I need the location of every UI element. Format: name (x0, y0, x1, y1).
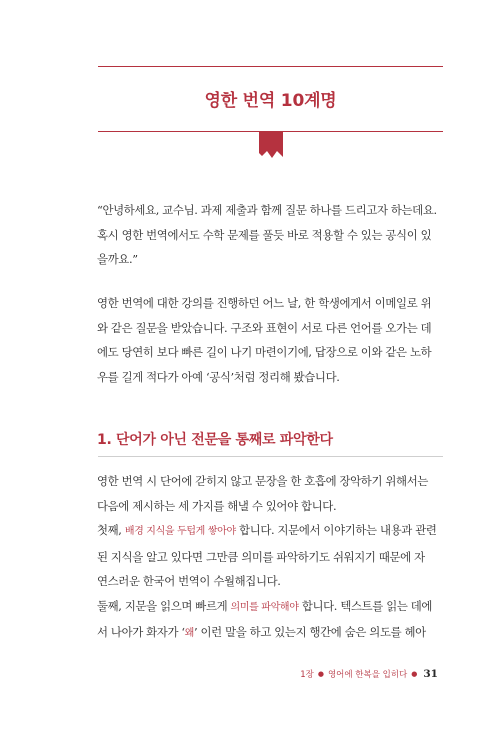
bookmark-ribbon-icon (259, 131, 283, 159)
quote-line: “안녕하세요, 교수님. 과제 제출과 함께 질문 하나를 드리고자 하는데요. (97, 203, 437, 217)
page-number: 31 (423, 668, 438, 680)
first-point-prefix: 첫째, (97, 523, 125, 537)
section-divider (98, 456, 443, 457)
chapter-title: 영한 번역 10계명 (204, 91, 337, 111)
second-point-line (97, 620, 447, 647)
quote-line: 을까요.” (97, 252, 138, 266)
second-point-line2-highlight: 왜 (184, 628, 194, 639)
intro-line: 영한 번역에 대한 강의를 진행하던 어느 날, 한 학생에게서 이메일로 위 (97, 296, 432, 310)
section-heading: 1. 단어가 아닌 전문을 통째로 파악한다 (97, 432, 333, 448)
intro-paragraph (97, 291, 447, 389)
bullet-icon: ● (411, 670, 418, 678)
second-point-line2-prefix: 서 나아가 화자가 ‘ (97, 625, 185, 639)
section-line: 다음에 제시하는 세 가지를 해낼 수 있어야 합니다. (97, 498, 337, 513)
section-line: 영한 번역 시 단어에 갇히지 않고 문장을 한 호흡에 장악하기 위해서는 (97, 474, 429, 488)
intro-line: 에도 당연히 보다 빠른 길이 나기 마련이기에, 답장으로 이와 같은 노하 (97, 345, 432, 359)
header-top-rule (98, 66, 443, 67)
second-point-line2-suffix: ’ 이런 말을 하고 있는지 행간에 숨은 의도를 헤아 (193, 625, 426, 639)
second-point-line (97, 594, 447, 621)
second-point-highlight: 의미를 파악해야 (230, 601, 299, 613)
intro-line: 우를 길게 적다가 아예 ‘공식’처럼 정리해 봤습니다. (97, 369, 340, 384)
second-point-suffix: 합니다. 텍스트를 읽는 데에 (298, 598, 433, 613)
footer-chapter-title: 영어에 한복을 입히다 (327, 670, 408, 680)
bullet-icon: ● (317, 670, 324, 678)
first-point-suffix: 합니다. 지문에서 이야기하는 내용과 관련 (235, 523, 437, 537)
page-footer (300, 668, 438, 680)
second-point-prefix: 둘째, 지문을 읽으며 빠르게 (97, 598, 231, 613)
first-point-line: 연스러운 한국어 번역이 수월해집니다. (97, 574, 281, 588)
quote-paragraph (97, 198, 447, 272)
quote-line: 혹시 영한 번역에서도 수학 문제를 풀듯 바로 적용할 수 있는 공식이 있 (97, 227, 432, 242)
footer-chapter-label: 1장 (300, 670, 314, 680)
first-point-highlight: 배경 지식을 두텁게 쌓아야 (124, 526, 236, 537)
first-point-line: 된 지식을 알고 있다면 그만큼 의미를 파악하기도 쉬워지기 때문에 자 (97, 549, 425, 564)
first-point-line (97, 518, 447, 545)
section-paragraph (97, 469, 447, 647)
intro-line: 와 같은 질문을 받았습니다. 구조와 표현이 서로 다른 언어를 오가는 데 (97, 320, 432, 335)
